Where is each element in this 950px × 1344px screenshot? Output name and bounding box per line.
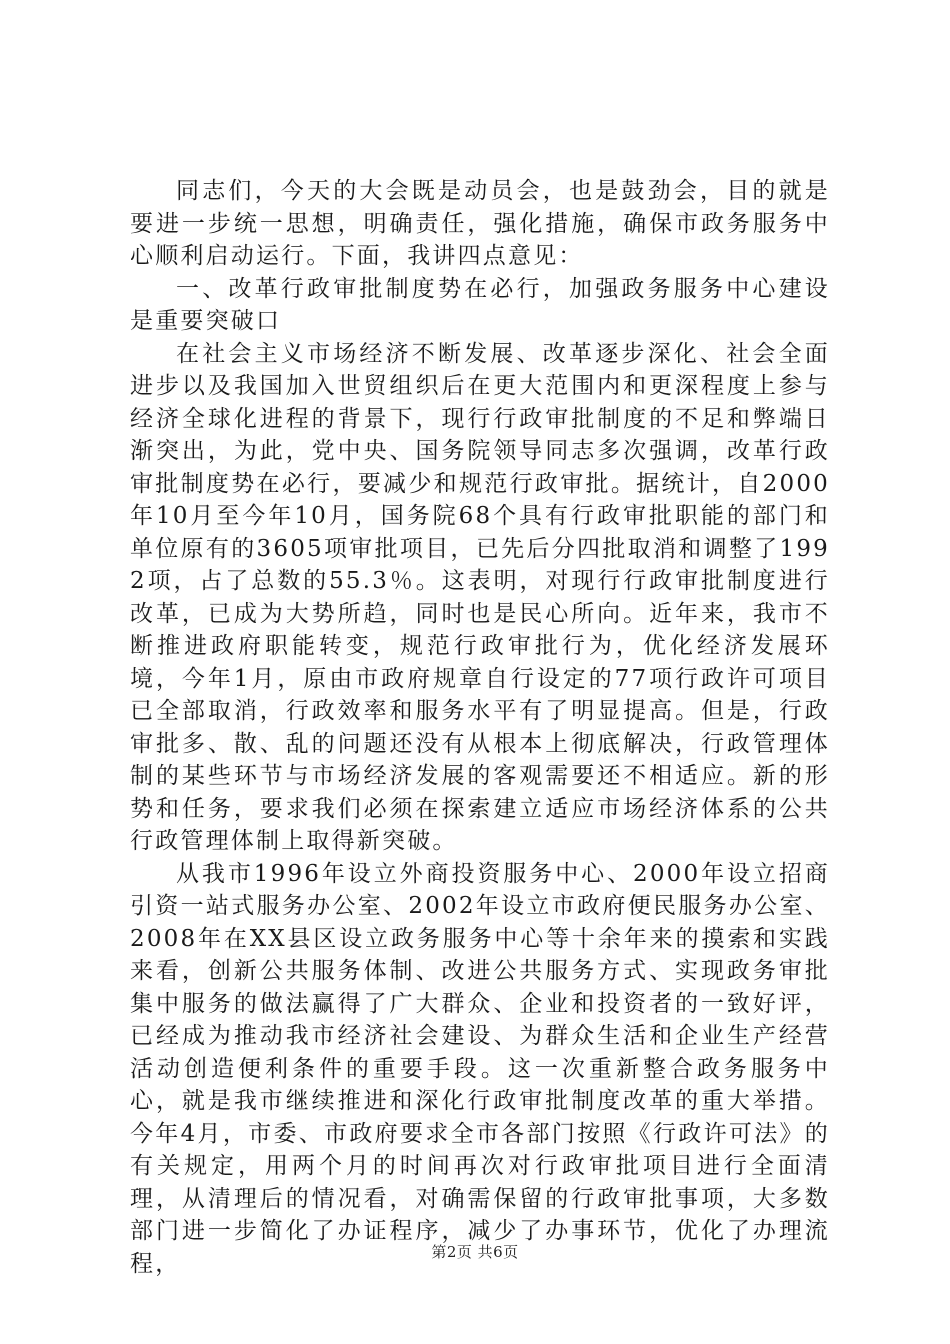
paragraph-reform-background: 在社会主义市场经济不断发展、改革逐步深化、社会全面进步以及我国加入世贸组织后在更大范围内和更深程度上参与经济全球化进程的背景下，现行行政审批制度的不足和弊端日渐突出，为此，党中央、国务院领导同志多次强调，改革行政审批制度势在必行，要减少和规范行政审批。据统计，自2000年10月至今年10月，国务院68个具有行政审批职能的部门和单位原有的3605项审批项目，已先后分四批取消和调整了1992项，占了总数的55.3％。这表明，对现行行政审批制度进行改革，已成为大势所趋，同时也是民心所向。近年来，我市不断推进政府职能转变，规范行政审批行为，优化经济发展环境，今年1月，原由市政府规章自行设定的77项行政许可项目已全部取消，行政效率和服务水平有了明显提高。但是，行政审批多、散、乱的问题还没有从根本上彻底解决，行政管理体制的某些环节与市场经济发展的客观需要还不相适应。新的形势和任务，要求我们必须在探索建立适应市场经济体系的公共行政管理体制上取得新突破。 <box>130 340 830 854</box>
document-body <box>130 175 830 1280</box>
paragraph-opening: 同志们，今天的大会既是动员会，也是鼓劲会，目的就是要进一步统一思想，明确责任，强化措施，确保市政务服务中心顺利启动运行。下面，我讲四点意见： <box>130 178 830 269</box>
paragraph-local-practice: 从我市1996年设立外商投资服务中心、2000年设立招商引资一站式服务办公室、2002年设立市政府便民服务办公室、2008年在XX县区设立政务服务中心等十余年来的摸索和实践来看，创新公共服务体制、改进公共服务方式、实现政务审批集中服务的做法赢得了广大群众、企业和投资者的一致好评，已经成为推动我市经济社会建设、为群众生活和企业生产经营活动创造便利条件的重要手段。这一次重新整合政务服务中心，就是我市继续推进和深化行政审批制度改革的重大举措。今年4月，市委、市政府要求全市各部门按照《行政许可法》的有关规定，用两个月的时间再次对行政审批项目进行全面清理，从清理后的情况看，对确需保留的行政审批事项，大多数部门进一步简化了办证程序，减少了办事环节，优化了办理流程， <box>130 860 830 1277</box>
page-number-footer: 第2页 共6页 <box>431 1243 519 1261</box>
section-heading: 一、改革行政审批制度势在必行，加强政务服务中心建设是重要突破口 <box>130 275 830 334</box>
